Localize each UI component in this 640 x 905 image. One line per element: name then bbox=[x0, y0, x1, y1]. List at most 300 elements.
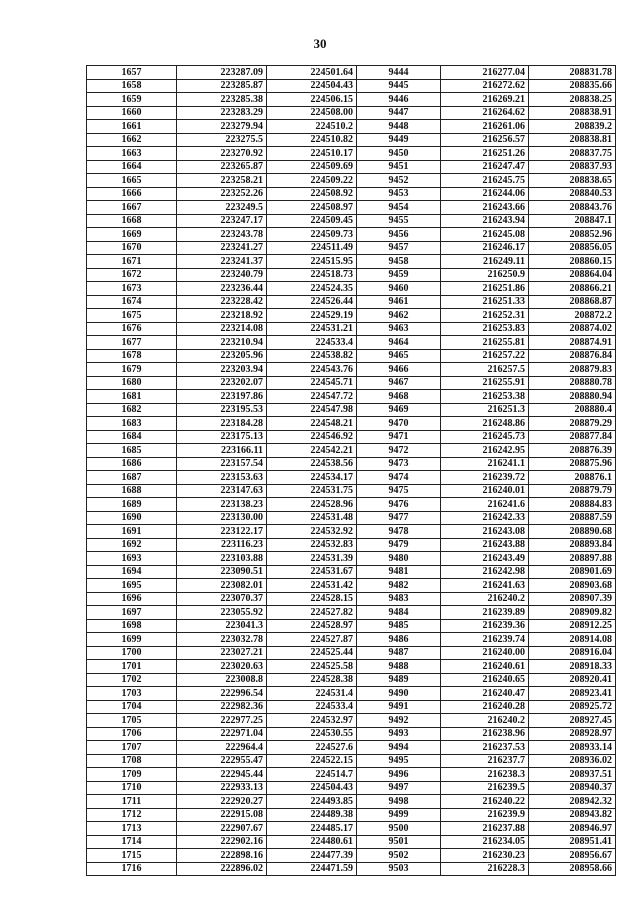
table-row bbox=[87, 660, 616, 674]
point-id-cell: 9494 bbox=[357, 741, 441, 755]
table-row bbox=[87, 295, 616, 309]
y-coordinate-cell: 224501.64 bbox=[267, 66, 357, 80]
table-row bbox=[87, 511, 616, 525]
y-coordinate-cell: 208879.79 bbox=[529, 484, 616, 498]
y-coordinate-cell: 224547.72 bbox=[267, 390, 357, 404]
point-id-cell: 9498 bbox=[357, 795, 441, 809]
x-coordinate-cell: 216253.38 bbox=[441, 390, 529, 404]
table-row bbox=[87, 363, 616, 377]
point-id-cell: 1669 bbox=[87, 228, 177, 242]
x-coordinate-cell: 223258.21 bbox=[177, 174, 267, 188]
point-id-cell: 1661 bbox=[87, 120, 177, 134]
y-coordinate-cell: 224543.76 bbox=[267, 363, 357, 377]
point-id-cell: 9492 bbox=[357, 714, 441, 728]
point-id-cell: 1672 bbox=[87, 268, 177, 282]
y-coordinate-cell: 208840.53 bbox=[529, 187, 616, 201]
y-coordinate-cell: 224527.82 bbox=[267, 606, 357, 620]
x-coordinate-cell: 216257.5 bbox=[441, 363, 529, 377]
y-coordinate-cell: 224532.83 bbox=[267, 538, 357, 552]
y-coordinate-cell: 208837.75 bbox=[529, 147, 616, 161]
x-coordinate-cell: 223285.38 bbox=[177, 93, 267, 107]
point-id-cell: 9446 bbox=[357, 93, 441, 107]
point-id-cell: 1663 bbox=[87, 147, 177, 161]
point-id-cell: 1715 bbox=[87, 849, 177, 863]
point-id-cell: 9462 bbox=[357, 309, 441, 323]
y-coordinate-cell: 208843.76 bbox=[529, 201, 616, 215]
y-coordinate-cell: 208839.2 bbox=[529, 120, 616, 134]
x-coordinate-cell: 216244.06 bbox=[441, 187, 529, 201]
point-id-cell: 1666 bbox=[87, 187, 177, 201]
point-id-cell: 9487 bbox=[357, 646, 441, 660]
y-coordinate-cell: 224534.17 bbox=[267, 471, 357, 485]
y-coordinate-cell: 224480.61 bbox=[267, 835, 357, 849]
x-coordinate-cell: 223236.44 bbox=[177, 282, 267, 296]
y-coordinate-cell: 208956.67 bbox=[529, 849, 616, 863]
x-coordinate-cell: 223218.92 bbox=[177, 309, 267, 323]
x-coordinate-cell: 223249.5 bbox=[177, 201, 267, 215]
point-id-cell: 1710 bbox=[87, 781, 177, 795]
y-coordinate-cell: 208897.88 bbox=[529, 552, 616, 566]
x-coordinate-cell: 223240.79 bbox=[177, 268, 267, 282]
table-row bbox=[87, 768, 616, 782]
table-row bbox=[87, 781, 616, 795]
table-row bbox=[87, 93, 616, 107]
x-coordinate-cell: 216241.6 bbox=[441, 498, 529, 512]
point-id-cell: 1716 bbox=[87, 862, 177, 876]
x-coordinate-cell: 223122.17 bbox=[177, 525, 267, 539]
y-coordinate-cell: 224515.95 bbox=[267, 255, 357, 269]
point-id-cell: 9455 bbox=[357, 214, 441, 228]
x-coordinate-cell: 223241.37 bbox=[177, 255, 267, 269]
point-id-cell: 9468 bbox=[357, 390, 441, 404]
x-coordinate-cell: 223279.94 bbox=[177, 120, 267, 134]
x-coordinate-cell: 216272.62 bbox=[441, 79, 529, 93]
table-row bbox=[87, 538, 616, 552]
point-id-cell: 9499 bbox=[357, 808, 441, 822]
point-id-cell: 9456 bbox=[357, 228, 441, 242]
point-id-cell: 9480 bbox=[357, 552, 441, 566]
x-coordinate-cell: 216237.53 bbox=[441, 741, 529, 755]
y-coordinate-cell: 208866.21 bbox=[529, 282, 616, 296]
x-coordinate-cell: 216243.49 bbox=[441, 552, 529, 566]
table-row bbox=[87, 592, 616, 606]
x-coordinate-cell: 216255.91 bbox=[441, 376, 529, 390]
x-coordinate-cell: 216239.5 bbox=[441, 781, 529, 795]
x-coordinate-cell: 216256.57 bbox=[441, 133, 529, 147]
table-row bbox=[87, 322, 616, 336]
point-id-cell: 9493 bbox=[357, 727, 441, 741]
x-coordinate-cell: 216243.94 bbox=[441, 214, 529, 228]
table-row bbox=[87, 147, 616, 161]
table-row bbox=[87, 376, 616, 390]
y-coordinate-cell: 224508.97 bbox=[267, 201, 357, 215]
y-coordinate-cell: 208837.93 bbox=[529, 160, 616, 174]
x-coordinate-cell: 223027.21 bbox=[177, 646, 267, 660]
x-coordinate-cell: 216234.05 bbox=[441, 835, 529, 849]
point-id-cell: 1701 bbox=[87, 660, 177, 674]
y-coordinate-cell: 208890.68 bbox=[529, 525, 616, 539]
y-coordinate-cell: 208874.91 bbox=[529, 336, 616, 350]
y-coordinate-cell: 224548.21 bbox=[267, 417, 357, 431]
y-coordinate-cell: 224533.4 bbox=[267, 700, 357, 714]
x-coordinate-cell: 223247.17 bbox=[177, 214, 267, 228]
y-coordinate-cell: 224508.00 bbox=[267, 106, 357, 120]
x-coordinate-cell: 216240.00 bbox=[441, 646, 529, 660]
x-coordinate-cell: 222933.13 bbox=[177, 781, 267, 795]
table-row bbox=[87, 174, 616, 188]
point-id-cell: 9473 bbox=[357, 457, 441, 471]
table-row bbox=[87, 754, 616, 768]
table-row bbox=[87, 241, 616, 255]
x-coordinate-cell: 222907.67 bbox=[177, 822, 267, 836]
y-coordinate-cell: 224529.19 bbox=[267, 309, 357, 323]
y-coordinate-cell: 224542.21 bbox=[267, 444, 357, 458]
table-row bbox=[87, 700, 616, 714]
y-coordinate-cell: 224538.56 bbox=[267, 457, 357, 471]
y-coordinate-cell: 208901.69 bbox=[529, 565, 616, 579]
y-coordinate-cell: 208943.82 bbox=[529, 808, 616, 822]
table-row bbox=[87, 255, 616, 269]
y-coordinate-cell: 224477.39 bbox=[267, 849, 357, 863]
y-coordinate-cell: 208838.65 bbox=[529, 174, 616, 188]
x-coordinate-cell: 216255.81 bbox=[441, 336, 529, 350]
x-coordinate-cell: 223130.00 bbox=[177, 511, 267, 525]
x-coordinate-cell: 216257.22 bbox=[441, 349, 529, 363]
x-coordinate-cell: 223203.94 bbox=[177, 363, 267, 377]
x-coordinate-cell: 216243.08 bbox=[441, 525, 529, 539]
x-coordinate-cell: 216264.62 bbox=[441, 106, 529, 120]
y-coordinate-cell: 224510.17 bbox=[267, 147, 357, 161]
y-coordinate-cell: 224538.82 bbox=[267, 349, 357, 363]
y-coordinate-cell: 208936.02 bbox=[529, 754, 616, 768]
x-coordinate-cell: 223205.96 bbox=[177, 349, 267, 363]
point-id-cell: 1691 bbox=[87, 525, 177, 539]
x-coordinate-cell: 223241.27 bbox=[177, 241, 267, 255]
point-id-cell: 1658 bbox=[87, 79, 177, 93]
point-id-cell: 9488 bbox=[357, 660, 441, 674]
x-coordinate-cell: 216243.88 bbox=[441, 538, 529, 552]
table-row bbox=[87, 417, 616, 431]
table-row bbox=[87, 106, 616, 120]
y-coordinate-cell: 224527.87 bbox=[267, 633, 357, 647]
point-id-cell: 1682 bbox=[87, 403, 177, 417]
x-coordinate-cell: 223090.51 bbox=[177, 565, 267, 579]
y-coordinate-cell: 208879.29 bbox=[529, 417, 616, 431]
x-coordinate-cell: 216269.21 bbox=[441, 93, 529, 107]
x-coordinate-cell: 216237.88 bbox=[441, 822, 529, 836]
table-row bbox=[87, 309, 616, 323]
point-id-cell: 9466 bbox=[357, 363, 441, 377]
point-id-cell: 1704 bbox=[87, 700, 177, 714]
point-id-cell: 1677 bbox=[87, 336, 177, 350]
x-coordinate-cell: 216240.47 bbox=[441, 687, 529, 701]
x-coordinate-cell: 216251.86 bbox=[441, 282, 529, 296]
point-id-cell: 1687 bbox=[87, 471, 177, 485]
y-coordinate-cell: 208876.39 bbox=[529, 444, 616, 458]
x-coordinate-cell: 223184.28 bbox=[177, 417, 267, 431]
point-id-cell: 1692 bbox=[87, 538, 177, 552]
table-row bbox=[87, 795, 616, 809]
x-coordinate-cell: 216252.31 bbox=[441, 309, 529, 323]
point-id-cell: 1700 bbox=[87, 646, 177, 660]
y-coordinate-cell: 224528.38 bbox=[267, 673, 357, 687]
x-coordinate-cell: 216277.04 bbox=[441, 66, 529, 80]
table-row bbox=[87, 687, 616, 701]
x-coordinate-cell: 223214.08 bbox=[177, 322, 267, 336]
point-id-cell: 9489 bbox=[357, 673, 441, 687]
x-coordinate-cell: 223138.23 bbox=[177, 498, 267, 512]
point-id-cell: 9491 bbox=[357, 700, 441, 714]
x-coordinate-cell: 223082.01 bbox=[177, 579, 267, 593]
x-coordinate-cell: 216240.65 bbox=[441, 673, 529, 687]
table-row bbox=[87, 565, 616, 579]
point-id-cell: 1681 bbox=[87, 390, 177, 404]
x-coordinate-cell: 223175.13 bbox=[177, 430, 267, 444]
point-id-cell: 9502 bbox=[357, 849, 441, 863]
table-row bbox=[87, 835, 616, 849]
y-coordinate-cell: 224532.92 bbox=[267, 525, 357, 539]
table-row bbox=[87, 673, 616, 687]
y-coordinate-cell: 208838.91 bbox=[529, 106, 616, 120]
table-row bbox=[87, 160, 616, 174]
x-coordinate-cell: 216251.26 bbox=[441, 147, 529, 161]
point-id-cell: 9461 bbox=[357, 295, 441, 309]
point-id-cell: 1674 bbox=[87, 295, 177, 309]
x-coordinate-cell: 216239.72 bbox=[441, 471, 529, 485]
point-id-cell: 9482 bbox=[357, 579, 441, 593]
y-coordinate-cell: 224533.4 bbox=[267, 336, 357, 350]
x-coordinate-cell: 216239.74 bbox=[441, 633, 529, 647]
x-coordinate-cell: 223285.87 bbox=[177, 79, 267, 93]
y-coordinate-cell: 208860.15 bbox=[529, 255, 616, 269]
x-coordinate-cell: 216251.33 bbox=[441, 295, 529, 309]
x-coordinate-cell: 223020.63 bbox=[177, 660, 267, 674]
y-coordinate-cell: 208884.83 bbox=[529, 498, 616, 512]
point-id-cell: 9460 bbox=[357, 282, 441, 296]
x-coordinate-cell: 222945.44 bbox=[177, 768, 267, 782]
point-id-cell: 9458 bbox=[357, 255, 441, 269]
point-id-cell: 9472 bbox=[357, 444, 441, 458]
y-coordinate-cell: 208893.84 bbox=[529, 538, 616, 552]
point-id-cell: 1695 bbox=[87, 579, 177, 593]
x-coordinate-cell: 222915.08 bbox=[177, 808, 267, 822]
x-coordinate-cell: 216240.61 bbox=[441, 660, 529, 674]
y-coordinate-cell: 208838.81 bbox=[529, 133, 616, 147]
x-coordinate-cell: 216246.17 bbox=[441, 241, 529, 255]
point-id-cell: 9444 bbox=[357, 66, 441, 80]
x-coordinate-cell: 216240.22 bbox=[441, 795, 529, 809]
table-row bbox=[87, 66, 616, 80]
point-id-cell: 1696 bbox=[87, 592, 177, 606]
x-coordinate-cell: 216250.9 bbox=[441, 268, 529, 282]
table-row bbox=[87, 552, 616, 566]
point-id-cell: 1675 bbox=[87, 309, 177, 323]
y-coordinate-cell: 208876.1 bbox=[529, 471, 616, 485]
point-id-cell: 1678 bbox=[87, 349, 177, 363]
table-row bbox=[87, 471, 616, 485]
point-id-cell: 1693 bbox=[87, 552, 177, 566]
y-coordinate-cell: 224531.67 bbox=[267, 565, 357, 579]
table-row bbox=[87, 201, 616, 215]
x-coordinate-cell: 223055.92 bbox=[177, 606, 267, 620]
y-coordinate-cell: 224493.85 bbox=[267, 795, 357, 809]
table-row bbox=[87, 849, 616, 863]
point-id-cell: 9503 bbox=[357, 862, 441, 876]
y-coordinate-cell: 224531.39 bbox=[267, 552, 357, 566]
point-id-cell: 9501 bbox=[357, 835, 441, 849]
table-row bbox=[87, 822, 616, 836]
point-id-cell: 9464 bbox=[357, 336, 441, 350]
y-coordinate-cell: 224528.15 bbox=[267, 592, 357, 606]
point-id-cell: 1705 bbox=[87, 714, 177, 728]
x-coordinate-cell: 223103.88 bbox=[177, 552, 267, 566]
y-coordinate-cell: 208847.1 bbox=[529, 214, 616, 228]
point-id-cell: 9449 bbox=[357, 133, 441, 147]
x-coordinate-cell: 222996.54 bbox=[177, 687, 267, 701]
y-coordinate-cell: 208912.25 bbox=[529, 619, 616, 633]
table-row bbox=[87, 525, 616, 539]
y-coordinate-cell: 224528.97 bbox=[267, 619, 357, 633]
y-coordinate-cell: 208918.33 bbox=[529, 660, 616, 674]
y-coordinate-cell: 208835.66 bbox=[529, 79, 616, 93]
y-coordinate-cell: 208879.83 bbox=[529, 363, 616, 377]
x-coordinate-cell: 223041.3 bbox=[177, 619, 267, 633]
x-coordinate-cell: 223157.54 bbox=[177, 457, 267, 471]
point-id-cell: 1676 bbox=[87, 322, 177, 336]
y-coordinate-cell: 208872.2 bbox=[529, 309, 616, 323]
y-coordinate-cell: 208923.41 bbox=[529, 687, 616, 701]
x-coordinate-cell: 216241.1 bbox=[441, 457, 529, 471]
y-coordinate-cell: 208838.25 bbox=[529, 93, 616, 107]
x-coordinate-cell: 222896.02 bbox=[177, 862, 267, 876]
y-coordinate-cell: 208880.94 bbox=[529, 390, 616, 404]
point-id-cell: 9477 bbox=[357, 511, 441, 525]
point-id-cell: 9495 bbox=[357, 754, 441, 768]
x-coordinate-cell: 216240.01 bbox=[441, 484, 529, 498]
point-id-cell: 1690 bbox=[87, 511, 177, 525]
x-coordinate-cell: 216248.86 bbox=[441, 417, 529, 431]
table-row bbox=[87, 579, 616, 593]
y-coordinate-cell: 224508.92 bbox=[267, 187, 357, 201]
table-row bbox=[87, 808, 616, 822]
x-coordinate-cell: 223116.23 bbox=[177, 538, 267, 552]
y-coordinate-cell: 224509.73 bbox=[267, 228, 357, 242]
point-id-cell: 1713 bbox=[87, 822, 177, 836]
x-coordinate-cell: 223283.29 bbox=[177, 106, 267, 120]
point-id-cell: 1667 bbox=[87, 201, 177, 215]
point-id-cell: 1683 bbox=[87, 417, 177, 431]
y-coordinate-cell: 224525.44 bbox=[267, 646, 357, 660]
y-coordinate-cell: 208951.41 bbox=[529, 835, 616, 849]
table-row bbox=[87, 282, 616, 296]
x-coordinate-cell: 222898.16 bbox=[177, 849, 267, 863]
point-id-cell: 9481 bbox=[357, 565, 441, 579]
x-coordinate-cell: 216242.95 bbox=[441, 444, 529, 458]
y-coordinate-cell: 208942.32 bbox=[529, 795, 616, 809]
y-coordinate-cell: 224514.7 bbox=[267, 768, 357, 782]
table-row bbox=[87, 228, 616, 242]
x-coordinate-cell: 216230.23 bbox=[441, 849, 529, 863]
point-id-cell: 1665 bbox=[87, 174, 177, 188]
point-id-cell: 1684 bbox=[87, 430, 177, 444]
x-coordinate-cell: 216251.3 bbox=[441, 403, 529, 417]
point-id-cell: 9448 bbox=[357, 120, 441, 134]
point-id-cell: 1662 bbox=[87, 133, 177, 147]
y-coordinate-cell: 208831.78 bbox=[529, 66, 616, 80]
point-id-cell: 9476 bbox=[357, 498, 441, 512]
x-coordinate-cell: 216243.66 bbox=[441, 201, 529, 215]
point-id-cell: 9490 bbox=[357, 687, 441, 701]
point-id-cell: 9483 bbox=[357, 592, 441, 606]
y-coordinate-cell: 224485.17 bbox=[267, 822, 357, 836]
table-row bbox=[87, 862, 616, 876]
y-coordinate-cell: 224527.6 bbox=[267, 741, 357, 755]
y-coordinate-cell: 208927.45 bbox=[529, 714, 616, 728]
y-coordinate-cell: 224509.45 bbox=[267, 214, 357, 228]
y-coordinate-cell: 208876.84 bbox=[529, 349, 616, 363]
y-coordinate-cell: 208852.96 bbox=[529, 228, 616, 242]
point-id-cell: 1657 bbox=[87, 66, 177, 80]
y-coordinate-cell: 224531.42 bbox=[267, 579, 357, 593]
page-number: 30 bbox=[313, 36, 327, 51]
y-coordinate-cell: 208933.14 bbox=[529, 741, 616, 755]
point-id-cell: 9459 bbox=[357, 268, 441, 282]
table-row bbox=[87, 484, 616, 498]
y-coordinate-cell: 208875.96 bbox=[529, 457, 616, 471]
x-coordinate-cell: 223147.63 bbox=[177, 484, 267, 498]
y-coordinate-cell: 208909.82 bbox=[529, 606, 616, 620]
y-coordinate-cell: 208907.39 bbox=[529, 592, 616, 606]
x-coordinate-cell: 223265.87 bbox=[177, 160, 267, 174]
point-id-cell: 9470 bbox=[357, 417, 441, 431]
point-id-cell: 1686 bbox=[87, 457, 177, 471]
table-row bbox=[87, 133, 616, 147]
x-coordinate-cell: 223197.86 bbox=[177, 390, 267, 404]
y-coordinate-cell: 224545.71 bbox=[267, 376, 357, 390]
y-coordinate-cell: 208903.68 bbox=[529, 579, 616, 593]
y-coordinate-cell: 224547.98 bbox=[267, 403, 357, 417]
x-coordinate-cell: 223210.94 bbox=[177, 336, 267, 350]
point-id-cell: 1664 bbox=[87, 160, 177, 174]
point-id-cell: 9447 bbox=[357, 106, 441, 120]
x-coordinate-cell: 216240.28 bbox=[441, 700, 529, 714]
point-id-cell: 9496 bbox=[357, 768, 441, 782]
x-coordinate-cell: 222971.04 bbox=[177, 727, 267, 741]
table-row bbox=[87, 187, 616, 201]
point-id-cell: 9485 bbox=[357, 619, 441, 633]
point-id-cell: 9486 bbox=[357, 633, 441, 647]
y-coordinate-cell: 224518.73 bbox=[267, 268, 357, 282]
x-coordinate-cell: 223195.53 bbox=[177, 403, 267, 417]
point-id-cell: 1679 bbox=[87, 363, 177, 377]
table-row bbox=[87, 430, 616, 444]
table-row bbox=[87, 457, 616, 471]
point-id-cell: 1689 bbox=[87, 498, 177, 512]
y-coordinate-cell: 224530.55 bbox=[267, 727, 357, 741]
point-id-cell: 1703 bbox=[87, 687, 177, 701]
x-coordinate-cell: 216239.9 bbox=[441, 808, 529, 822]
table-row bbox=[87, 336, 616, 350]
y-coordinate-cell: 208940.37 bbox=[529, 781, 616, 795]
point-id-cell: 9457 bbox=[357, 241, 441, 255]
x-coordinate-cell: 223008.8 bbox=[177, 673, 267, 687]
x-coordinate-cell: 216240.2 bbox=[441, 592, 529, 606]
point-id-cell: 1714 bbox=[87, 835, 177, 849]
y-coordinate-cell: 224532.97 bbox=[267, 714, 357, 728]
point-id-cell: 9484 bbox=[357, 606, 441, 620]
point-id-cell: 1712 bbox=[87, 808, 177, 822]
point-id-cell: 9474 bbox=[357, 471, 441, 485]
